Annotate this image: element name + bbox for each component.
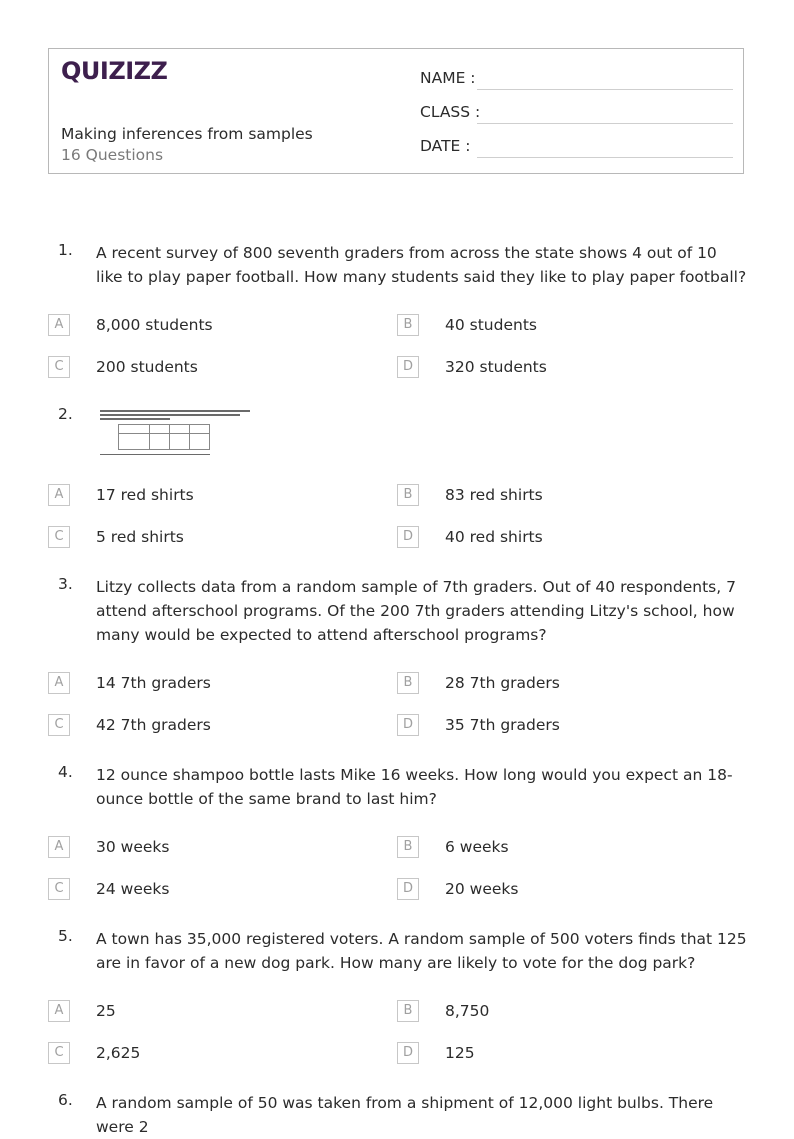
option-text[interactable]: 17 red shirts <box>96 486 194 504</box>
option-letter-d[interactable]: D <box>397 878 419 900</box>
option-letter-d[interactable]: D <box>397 526 419 548</box>
option-text[interactable]: 28 7th graders <box>445 674 560 692</box>
option-text[interactable]: 14 7th graders <box>96 674 211 692</box>
worksheet-title: Making inferences from samples <box>61 125 313 143</box>
question-text: A town has 35,000 registered voters. A random sample of 500 voters finds that 125 are in favor of a new dog park. How many are likely to vote for the dog park? <box>96 930 747 972</box>
option-letter-c[interactable]: C <box>48 526 70 548</box>
question-number: 1. <box>58 241 73 259</box>
quizizz-logo: QUIZIZZ <box>61 57 168 85</box>
class-field[interactable] <box>477 123 733 124</box>
option-letter-c[interactable]: C <box>48 356 70 378</box>
question-count: 16 Questions <box>61 146 164 164</box>
option-text[interactable]: 6 weeks <box>445 838 509 856</box>
option-letter-a[interactable]: A <box>48 484 70 506</box>
option-text[interactable]: 25 <box>96 1002 116 1020</box>
option-text[interactable]: 5 red shirts <box>96 528 184 546</box>
question-number: 2. <box>58 405 73 423</box>
question-image-thumbnail <box>98 408 254 460</box>
option-letter-d[interactable]: D <box>397 714 419 736</box>
option-letter-b[interactable]: B <box>397 836 419 858</box>
option-text[interactable]: 320 students <box>445 358 547 376</box>
option-text[interactable]: 83 red shirts <box>445 486 543 504</box>
question-number: 3. <box>58 575 73 593</box>
question-text: Litzy collects data from a random sample of 7th graders. Out of 40 respondents, 7 attend afterschool programs. Of the 200 7th graders attending Litzy's school, how many would be expected to attend afterschool programs? <box>96 578 736 644</box>
question-text: A recent survey of 800 seventh graders from across the state shows 4 out of 10 like to play paper football. How many students said they like to play paper football? <box>96 244 747 286</box>
option-text[interactable]: 8,000 students <box>96 316 213 334</box>
question-number: 5. <box>58 927 73 945</box>
option-text[interactable]: 40 red shirts <box>445 528 543 546</box>
question-text: 12 ounce shampoo bottle lasts Mike 16 weeks. How long would you expect an 18-ounce bottle of the same brand to last him? <box>96 766 733 808</box>
option-letter-c[interactable]: C <box>48 1042 70 1064</box>
question-number: 4. <box>58 763 73 781</box>
question-text: A random sample of 50 was taken from a shipment of 12,000 light bulbs. There were 2 <box>96 1094 714 1136</box>
option-text[interactable]: 30 weeks <box>96 838 170 856</box>
option-letter-b[interactable]: B <box>397 672 419 694</box>
option-letter-a[interactable]: A <box>48 836 70 858</box>
option-letter-b[interactable]: B <box>397 484 419 506</box>
option-letter-c[interactable]: C <box>48 714 70 736</box>
option-text[interactable]: 200 students <box>96 358 198 376</box>
option-text[interactable]: 42 7th graders <box>96 716 211 734</box>
name-field[interactable] <box>477 89 733 90</box>
option-text[interactable]: 125 <box>445 1044 475 1062</box>
option-text[interactable]: 40 students <box>445 316 537 334</box>
option-letter-a[interactable]: A <box>48 1000 70 1022</box>
question-number: 6. <box>58 1091 73 1109</box>
option-letter-b[interactable]: B <box>397 314 419 336</box>
option-letter-a[interactable]: A <box>48 672 70 694</box>
name-label: NAME : <box>420 69 476 87</box>
option-text[interactable]: 8,750 <box>445 1002 490 1020</box>
option-text[interactable]: 35 7th graders <box>445 716 560 734</box>
option-letter-b[interactable]: B <box>397 1000 419 1022</box>
option-letter-c[interactable]: C <box>48 878 70 900</box>
worksheet-header <box>48 48 744 174</box>
date-label: DATE : <box>420 137 471 155</box>
option-text[interactable]: 20 weeks <box>445 880 519 898</box>
option-letter-a[interactable]: A <box>48 314 70 336</box>
option-text[interactable]: 24 weeks <box>96 880 170 898</box>
option-text[interactable]: 2,625 <box>96 1044 141 1062</box>
class-label: CLASS : <box>420 103 481 121</box>
date-field[interactable] <box>477 157 733 158</box>
option-letter-d[interactable]: D <box>397 356 419 378</box>
option-letter-d[interactable]: D <box>397 1042 419 1064</box>
